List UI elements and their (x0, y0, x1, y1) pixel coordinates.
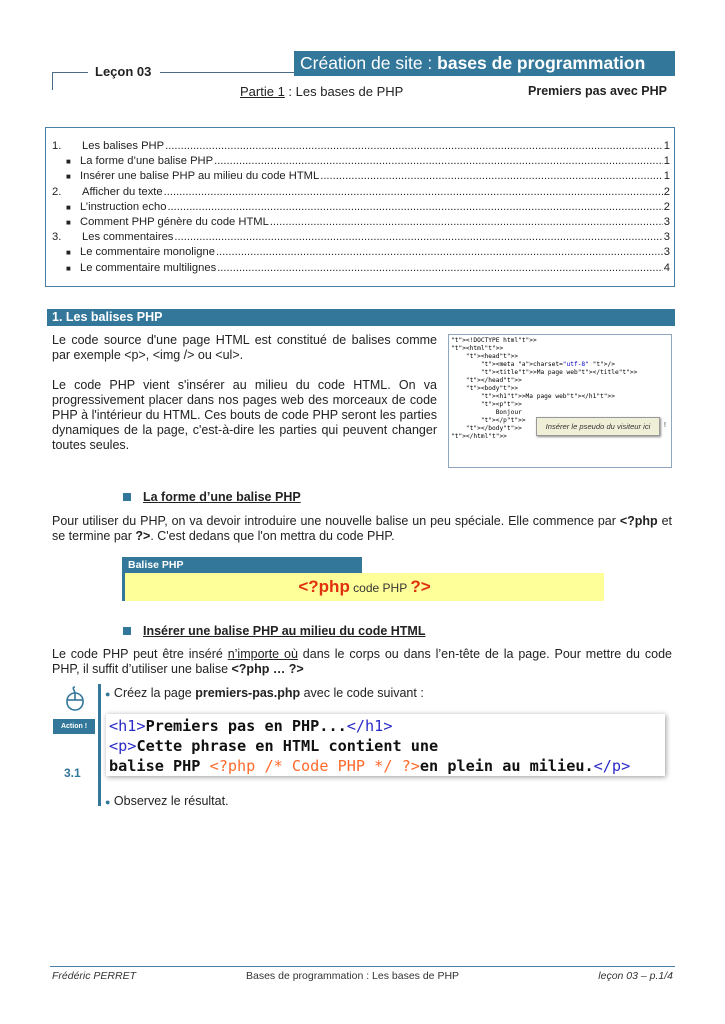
php-close-tag: ?> (410, 577, 431, 596)
subsection-heading: La forme d’une balise PHP (143, 490, 301, 504)
toc-leader (214, 155, 663, 167)
toc-page: 3 (663, 231, 670, 244)
tooltip-suffix: ! (664, 422, 666, 429)
toc-title: Le commentaire multilignes (80, 261, 217, 274)
code-text: balise PHP (109, 757, 210, 775)
text: Le code PHP peut être inséré (52, 647, 228, 661)
paragraph-php-insert: Le code PHP vient s'insérer au milieu du code HTML. On va progressivement placer dans nos pages web des morceaux de code PHP à l'intérieur du HTML. Ces bouts de code PHP seront les parties dynamiques de la page, c'est-à-dire les parties qui peuvent changer toutes seules. (52, 378, 437, 452)
toc-leader (165, 140, 663, 152)
toc-number: 1. (52, 140, 62, 152)
toc-bullet-icon: ■ (66, 202, 71, 212)
html-code-screenshot (448, 334, 672, 468)
php-code-label: code PHP (349, 581, 411, 595)
code-text: Cette phrase en HTML contient une (136, 737, 439, 755)
underlined-text: n’importe où (227, 647, 298, 661)
paragraph-intro: Le code source d'une page HTML est constitué de balises comme par exemple <p>, <img /> ou <ul>. (52, 333, 437, 362)
code-line: "t"><!DOCTYPE html"t">> (451, 337, 537, 344)
paragraph-insert (52, 647, 672, 677)
toc-entry[interactable] (52, 262, 670, 277)
php-open-tag: <?php (298, 577, 350, 596)
section-heading: 1. Les balises PHP (47, 309, 675, 326)
toc-page: 2 (663, 200, 670, 213)
toc-entry[interactable] (52, 155, 670, 170)
text: Observez le résultat. (113, 794, 229, 808)
code-tag: <?php … ?> (231, 662, 304, 676)
toc-entry[interactable] (52, 186, 670, 201)
toc-bullet-icon: ■ (66, 172, 71, 182)
toc-page: 4 (663, 261, 670, 274)
balise-box (122, 573, 604, 601)
toc-title: La forme d’une balise PHP (80, 155, 214, 168)
code-line: Bonjour (451, 409, 522, 416)
action-step: ● Créez la page premiers-pas.php avec le code suivant : (105, 686, 424, 700)
toc-leader (217, 262, 663, 274)
paragraph-balise (52, 514, 672, 544)
toc-leader (167, 201, 662, 213)
code-text: Premiers pas en PHP... (145, 717, 347, 735)
toc-title: L’instruction echo (80, 200, 167, 213)
footer-title: Bases de programmation : Les bases de PHP (246, 970, 460, 982)
code-close: ?> (135, 529, 151, 543)
code-line: "t"><head"t">> (465, 353, 519, 360)
footer-page: leçon 03 – p.1/4 (598, 970, 673, 982)
toc-page: 1 (663, 140, 670, 152)
tag: </h1> (346, 717, 393, 735)
code-line: "t"><p"t">> (480, 401, 522, 408)
toc-bullet-icon: ■ (66, 263, 71, 273)
tag: <p> (109, 737, 137, 755)
code-line: "t"></p"t">> (480, 417, 526, 424)
toc-entry[interactable] (52, 246, 670, 261)
toc-bullet-icon: ■ (66, 248, 71, 258)
toc-title: Comment PHP génère du code HTML (80, 215, 269, 228)
code-line: "t"></head"t">> (465, 377, 522, 384)
code-line: "t"><html"t">> (451, 345, 504, 352)
toc-entry[interactable] (52, 201, 670, 216)
text: et se termine par (52, 514, 672, 543)
toc-title: Insérer une balise PHP au milieu du code HTML (80, 170, 320, 183)
part-rest: : Les bases de PHP (284, 84, 404, 99)
footer-author: Frédéric PERRET (52, 970, 137, 982)
toc-page: 1 (663, 155, 670, 168)
toc-leader (174, 231, 662, 243)
lesson-number: Leçon 03 (95, 64, 152, 79)
toc-bullet-icon: ■ (66, 217, 71, 227)
title-light: Création de site : (300, 53, 438, 73)
table-of-contents (45, 127, 675, 287)
toc-title: Afficher du texte (82, 185, 163, 198)
square-bullet-icon (123, 493, 131, 501)
toc-entry[interactable] (52, 140, 670, 155)
code-line: "t"></body"t">> (465, 425, 522, 432)
subsection-heading: Insérer une balise PHP au milieu du code HTML (143, 624, 426, 638)
page-footer (50, 966, 675, 982)
tag: </p> (593, 757, 631, 775)
code-text: en plein au milieu. (419, 757, 594, 775)
code-line: "t"><title"t">>Ma page web"t"></title"t">> (480, 369, 638, 376)
balise-box-label: Balise PHP (122, 557, 362, 573)
action-number: 3.1 (64, 766, 81, 780)
toc-leader (164, 186, 663, 198)
text: dans le corps ou dans l’en-tête de la page. Pour mettre du code PHP, il suffit d’utiliser une balise (52, 647, 672, 676)
action-bar (98, 684, 101, 806)
toc-number: 2. (52, 185, 62, 198)
code-example (106, 714, 665, 776)
title-bold: bases de programmation (437, 53, 646, 73)
tooltip-callout: Insérer le pseudo du visiteur ici (536, 417, 660, 436)
square-bullet-icon (123, 627, 131, 635)
action-step: ● Observez le résultat. (105, 794, 229, 808)
toc-leader (216, 246, 663, 258)
text: Pour utiliser du PHP, on va devoir introduire une nouvelle balise un peu spéciale. Elle commence par (52, 514, 620, 528)
code-line: "t"><h1"t">>Ma page web"t"></h1"t">> (480, 393, 615, 400)
text: avec le code suivant : (300, 686, 424, 700)
code-line: "t"><body"t">> (465, 385, 519, 392)
part-prefix: Partie 1 (240, 84, 285, 99)
code-line: "t"><meta "a">charset="utf-8" "t">/> (480, 361, 615, 368)
toc-page: 2 (663, 185, 670, 198)
toc-bullet-icon: ■ (66, 157, 71, 167)
toc-title: Les balises PHP (82, 140, 165, 152)
toc-page: 3 (663, 246, 670, 259)
text: Créez la page (113, 686, 196, 700)
mouse-icon (62, 685, 88, 711)
document-title (294, 51, 675, 76)
toc-entry[interactable] (52, 231, 670, 246)
toc-number: 3. (52, 231, 62, 244)
part-label (240, 84, 403, 99)
toc-entry[interactable] (52, 170, 670, 185)
toc-entry[interactable] (52, 216, 670, 231)
toc-leader (270, 216, 663, 228)
file-name: premiers-pas.php (195, 686, 301, 700)
toc-title: Les commentaires (82, 231, 174, 244)
text: . C'est dedans que l'on mettra du code PHP. (150, 529, 395, 543)
toc-leader (320, 170, 663, 182)
php-snippet: <?php /* Code PHP */ ?> (209, 757, 420, 775)
toc-title: Le commentaire monoligne (80, 246, 215, 259)
code-line: "t"></html"t">> (451, 433, 507, 440)
tag: <h1> (109, 717, 146, 735)
chapter-subtitle: Premiers pas avec PHP (528, 84, 667, 98)
toc-page: 1 (663, 170, 670, 183)
action-badge: Action ! (53, 719, 95, 734)
code-open: <?php (619, 514, 658, 528)
toc-page: 3 (663, 215, 670, 228)
